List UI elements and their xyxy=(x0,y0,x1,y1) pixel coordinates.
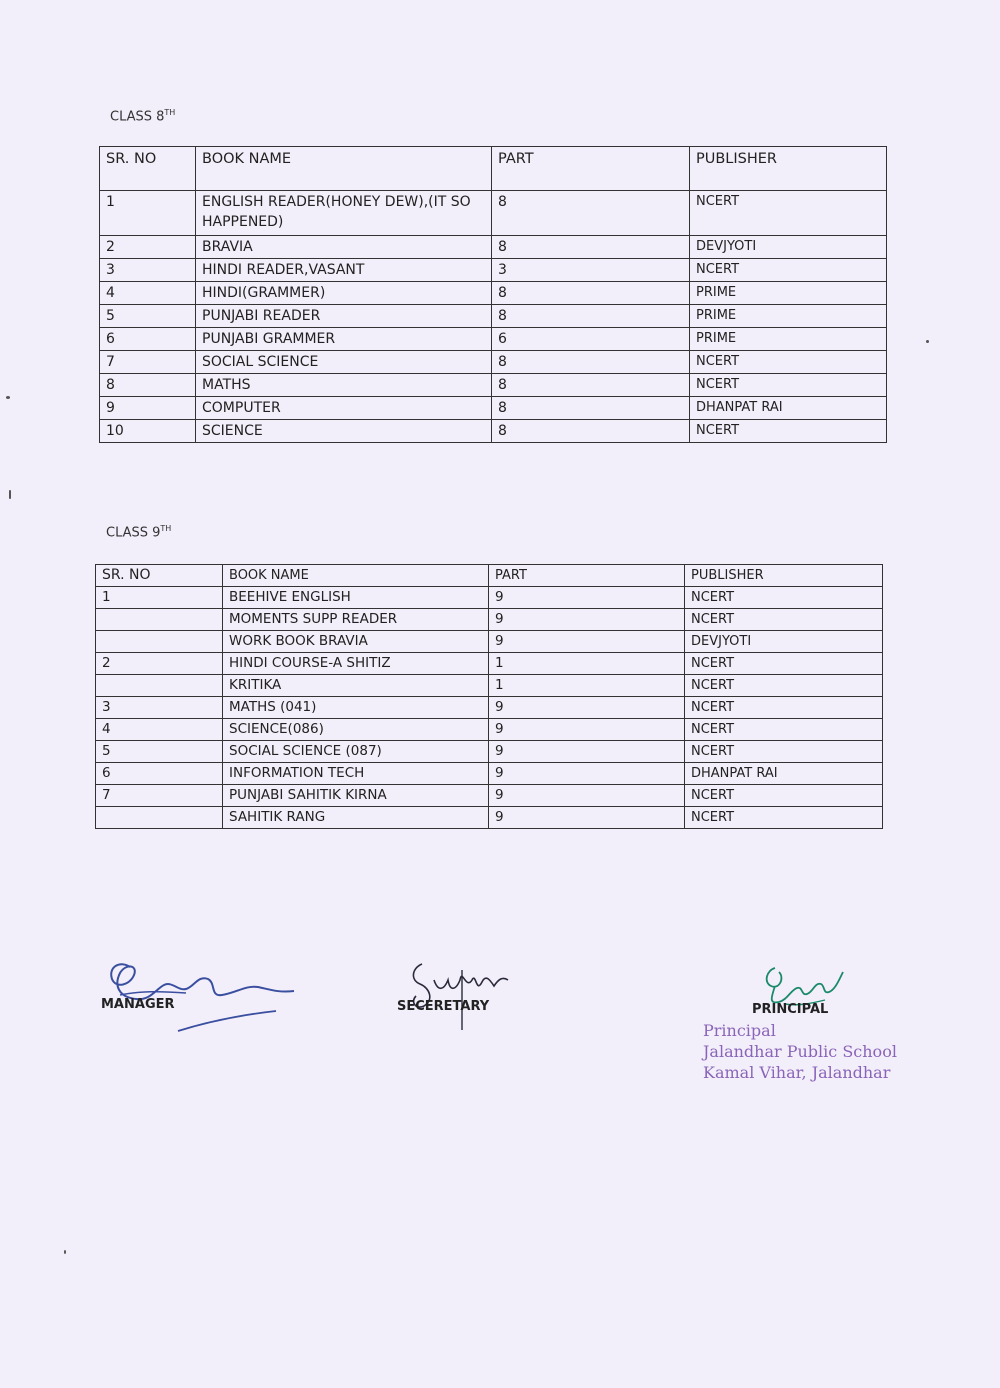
table-row xyxy=(100,351,887,374)
cell-sr-no: 9 xyxy=(100,397,196,420)
table-row xyxy=(96,609,883,631)
table-row xyxy=(100,259,887,282)
cell-part: 8 xyxy=(492,305,690,328)
cell-publisher: NCERT xyxy=(685,807,883,829)
cell-part: 1 xyxy=(489,653,685,675)
cell-part: 9 xyxy=(489,587,685,609)
cell-book-name: PUNJABI GRAMMER xyxy=(196,328,492,351)
header-sr-no: SR. NO xyxy=(100,147,196,191)
manager-signature-block xyxy=(90,945,320,1045)
cell-part: 9 xyxy=(489,697,685,719)
cell-sr-no: 4 xyxy=(100,282,196,305)
table-row xyxy=(100,420,887,443)
cell-sr-no: 2 xyxy=(96,653,223,675)
cell-book-name: PUNJABI SAHITIK KIRNA xyxy=(223,785,489,807)
principal-label: PRINCIPAL xyxy=(752,1002,829,1017)
header-book-name: BOOK NAME xyxy=(223,565,489,587)
cell-part: 9 xyxy=(489,609,685,631)
cell-sr-no: 3 xyxy=(96,697,223,719)
cell-publisher: NCERT xyxy=(690,420,887,443)
scan-speck xyxy=(6,396,10,399)
cell-part: 1 xyxy=(489,675,685,697)
cell-sr-no: 8 xyxy=(100,374,196,397)
table-row xyxy=(96,587,883,609)
table-row xyxy=(96,785,883,807)
cell-publisher: NCERT xyxy=(685,741,883,763)
table-row xyxy=(100,282,887,305)
cell-publisher: NCERT xyxy=(685,609,883,631)
cell-sr-no: 6 xyxy=(96,763,223,785)
cell-sr-no: 3 xyxy=(100,259,196,282)
scan-speck xyxy=(926,340,929,343)
cell-part: 8 xyxy=(492,397,690,420)
table-row xyxy=(96,741,883,763)
table-row xyxy=(100,374,887,397)
cell-book-name: HINDI(GRAMMER) xyxy=(196,282,492,305)
cell-part: 8 xyxy=(492,374,690,397)
manager-signature-scribble xyxy=(90,945,320,1045)
cell-book-name: BRAVIA xyxy=(196,236,492,259)
class8-title-text: CLASS 8 xyxy=(110,109,165,125)
header-publisher: PUBLISHER xyxy=(685,565,883,587)
cell-publisher: PRIME xyxy=(690,328,887,351)
table-header-row xyxy=(100,147,887,191)
cell-part: 9 xyxy=(489,785,685,807)
cell-book-name: MATHS xyxy=(196,374,492,397)
cell-publisher: DEVJYOTI xyxy=(690,236,887,259)
principal-stamp xyxy=(703,1020,897,1083)
table-row xyxy=(96,763,883,785)
cell-publisher: NCERT xyxy=(685,587,883,609)
cell-publisher: PRIME xyxy=(690,282,887,305)
header-book-name: BOOK NAME xyxy=(196,147,492,191)
class8-title-sup: TH xyxy=(164,108,176,117)
cell-part: 9 xyxy=(489,807,685,829)
cell-publisher: NCERT xyxy=(690,351,887,374)
header-publisher: PUBLISHER xyxy=(690,147,887,191)
cell-publisher: NCERT xyxy=(690,191,887,236)
cell-book-name: ENGLISH READER(HONEY DEW),(IT SO HAPPENED) xyxy=(196,191,492,236)
table-row xyxy=(96,675,883,697)
stamp-line-2: Jalandhar Public School xyxy=(703,1042,897,1061)
cell-sr-no: 7 xyxy=(100,351,196,374)
stamp-line-3: Kamal Vihar, Jalandhar xyxy=(703,1063,891,1082)
cell-publisher: NCERT xyxy=(685,697,883,719)
cell-sr-no: 7 xyxy=(96,785,223,807)
header-part: PART xyxy=(492,147,690,191)
cell-publisher: DHANPAT RAI xyxy=(690,397,887,420)
cell-part: 8 xyxy=(492,351,690,374)
table-row xyxy=(96,697,883,719)
cell-book-name: MATHS (041) xyxy=(223,697,489,719)
cell-part: 8 xyxy=(492,191,690,236)
cell-sr-no: 5 xyxy=(100,305,196,328)
cell-publisher: NCERT xyxy=(685,785,883,807)
cell-sr-no: 1 xyxy=(100,191,196,236)
table-row xyxy=(96,631,883,653)
cell-publisher: NCERT xyxy=(690,259,887,282)
class9-title-sup: TH xyxy=(160,524,172,533)
class9-title-text: CLASS 9 xyxy=(106,525,161,541)
cell-sr-no: 10 xyxy=(100,420,196,443)
scan-speck xyxy=(64,1250,66,1254)
class8-book-table xyxy=(99,146,887,443)
table-row xyxy=(100,305,887,328)
table-row xyxy=(100,397,887,420)
cell-book-name: SAHITIK RANG xyxy=(223,807,489,829)
cell-sr-no: 6 xyxy=(100,328,196,351)
cell-sr-no: 1 xyxy=(96,587,223,609)
cell-part: 8 xyxy=(492,282,690,305)
header-sr-no: SR. NO xyxy=(96,565,223,587)
stamp-line-1: Principal xyxy=(703,1021,776,1040)
table-row xyxy=(96,719,883,741)
table-row xyxy=(96,653,883,675)
cell-sr-no xyxy=(96,631,223,653)
cell-publisher: PRIME xyxy=(690,305,887,328)
scan-speck xyxy=(9,490,11,499)
cell-book-name: SCIENCE xyxy=(196,420,492,443)
cell-book-name: BEEHIVE ENGLISH xyxy=(223,587,489,609)
cell-part: 6 xyxy=(492,328,690,351)
table-row xyxy=(100,328,887,351)
secretary-label: SECERETARY xyxy=(397,999,490,1014)
class9-book-table xyxy=(95,564,883,829)
table-header-row xyxy=(96,565,883,587)
cell-part: 9 xyxy=(489,719,685,741)
cell-publisher: NCERT xyxy=(685,719,883,741)
table-row xyxy=(100,236,887,259)
cell-sr-no: 4 xyxy=(96,719,223,741)
cell-sr-no xyxy=(96,807,223,829)
cell-part: 3 xyxy=(492,259,690,282)
cell-part: 9 xyxy=(489,631,685,653)
cell-publisher: NCERT xyxy=(690,374,887,397)
cell-sr-no: 2 xyxy=(100,236,196,259)
cell-book-name: SCIENCE(086) xyxy=(223,719,489,741)
cell-sr-no xyxy=(96,675,223,697)
cell-part: 8 xyxy=(492,420,690,443)
cell-sr-no xyxy=(96,609,223,631)
cell-part: 9 xyxy=(489,741,685,763)
cell-book-name: PUNJABI READER xyxy=(196,305,492,328)
secretary-signature-scribble xyxy=(390,950,540,1030)
cell-publisher: DEVJYOTI xyxy=(685,631,883,653)
cell-book-name: SOCIAL SCIENCE (087) xyxy=(223,741,489,763)
table-row xyxy=(96,807,883,829)
cell-publisher: NCERT xyxy=(685,653,883,675)
cell-book-name: COMPUTER xyxy=(196,397,492,420)
cell-book-name: MOMENTS SUPP READER xyxy=(223,609,489,631)
cell-sr-no: 5 xyxy=(96,741,223,763)
header-part: PART xyxy=(489,565,685,587)
cell-book-name: INFORMATION TECH xyxy=(223,763,489,785)
secretary-signature-block xyxy=(390,950,540,1030)
cell-publisher: NCERT xyxy=(685,675,883,697)
class9-title xyxy=(106,524,171,540)
cell-book-name: WORK BOOK BRAVIA xyxy=(223,631,489,653)
class8-title xyxy=(110,108,175,124)
cell-book-name: HINDI READER,VASANT xyxy=(196,259,492,282)
cell-part: 9 xyxy=(489,763,685,785)
cell-book-name: KRITIKA xyxy=(223,675,489,697)
cell-part: 8 xyxy=(492,236,690,259)
cell-publisher: DHANPAT RAI xyxy=(685,763,883,785)
manager-label: MANAGER xyxy=(101,997,175,1012)
cell-book-name: SOCIAL SCIENCE xyxy=(196,351,492,374)
table-row xyxy=(100,191,887,236)
cell-book-name: HINDI COURSE-A SHITIZ xyxy=(223,653,489,675)
